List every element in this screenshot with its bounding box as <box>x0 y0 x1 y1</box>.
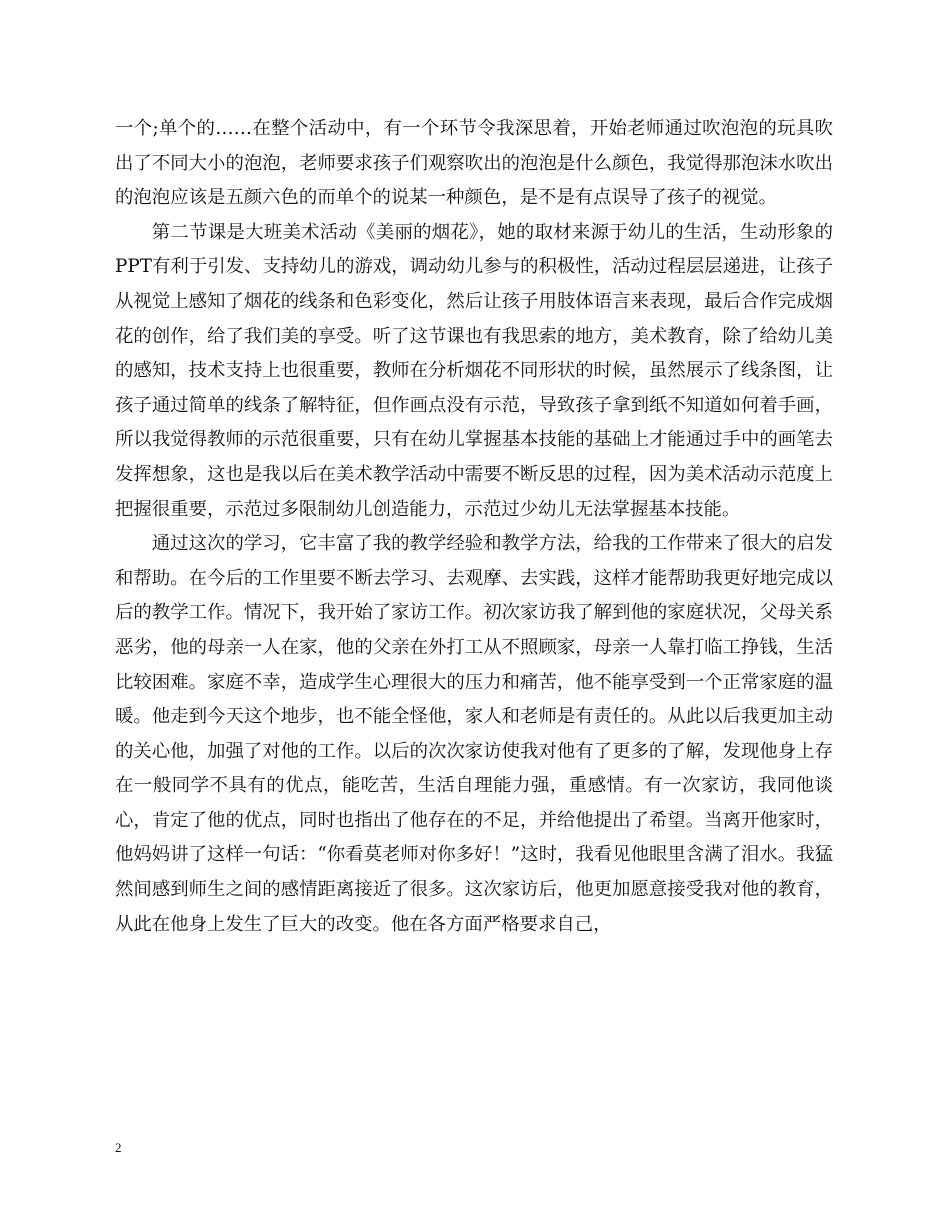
paragraph-art-lesson: 第二节课是大班美术活动《美丽的烟花》，她的取材来源于幼儿的生活，生动形象的PPT有利于引发、支持幼儿的游戏，调动幼儿参与的积极性，活动过程层层递进，让孩子从视觉上感知了烟花的线条和色彩变化，然后让孩子用肢体语言来表现，最后合作完成烟花的创作，给了我们美的享受。听了这节课也有我思索的地方，美术教育，除了给幼儿美的感知，技术支持上也很重要，教师在分析烟花不同形状的时候，虽然展示了线条图，让孩子通过简单的线条了解特征，但作画点没有示范，导致孩子拿到纸不知道如何着手画，所以我觉得教师的示范很重要，只有在幼儿掌握基本技能的基础上才能通过手中的画笔去发挥想象，这也是我以后在美术教学活动中需要不断反思的过程，因为美术活动示范度上把握很重要，示范过多限制幼儿创造能力，示范过少幼儿无法掌握基本技能。 <box>115 221 833 520</box>
document-body <box>115 112 833 942</box>
page-number: 2 <box>115 1140 122 1155</box>
paragraph-home-visit: 通过这次的学习，它丰富了我的教学经验和教学方法，给我的工作带来了很大的启发和帮助。在今后的工作里要不断去学习、去观摩、去实践，这样才能帮助我更好地完成以后的教学工作。情况下，我开始了家访工作。初次家访我了解到他的家庭状况，父母关系恶劣，他的母亲一人在家，他的父亲在外打工从不照顾家，母亲一人靠打临工挣钱，生活比较困难。家庭不幸，造成学生心理很大的压力和痛苦，他不能享受到一个正常家庭的温暖。他走到今天这个地步，也不能全怪他，家人和老师是有责任的。从此以后我更加主动的关心他，加强了对他的工作。以后的次次家访使我对他有了更多的了解，发现他身上存在一般同学不具有的优点，能吃苦，生活自理能力强，重感情。有一次家访，我同他谈心，肯定了他的优点，同时也指出了他存在的不足，并给他提出了希望。当离开他家时，他妈妈讲了这样一句话：“你看莫老师对你多好！”这时，我看见他眼里含满了泪水。我猛然间感到师生之间的感情距离接近了很多。这次家访后，他更加愿意接受我对他的教育，从此在他身上发生了巨大的改变。他在各方面严格要求自己， <box>115 533 833 935</box>
paragraph-continuation: 一个;单个的……在整个活动中，有一个环节令我深思着，开始老师通过吹泡泡的玩具吹出了不同大小的泡泡，老师要求孩子们观察吹出的泡泡是什么颜色，我觉得那泡沫水吹出的泡泡应该是五颜六色的而单个的说某一种颜色，是不是有点误导了孩子的视觉。 <box>115 118 833 209</box>
